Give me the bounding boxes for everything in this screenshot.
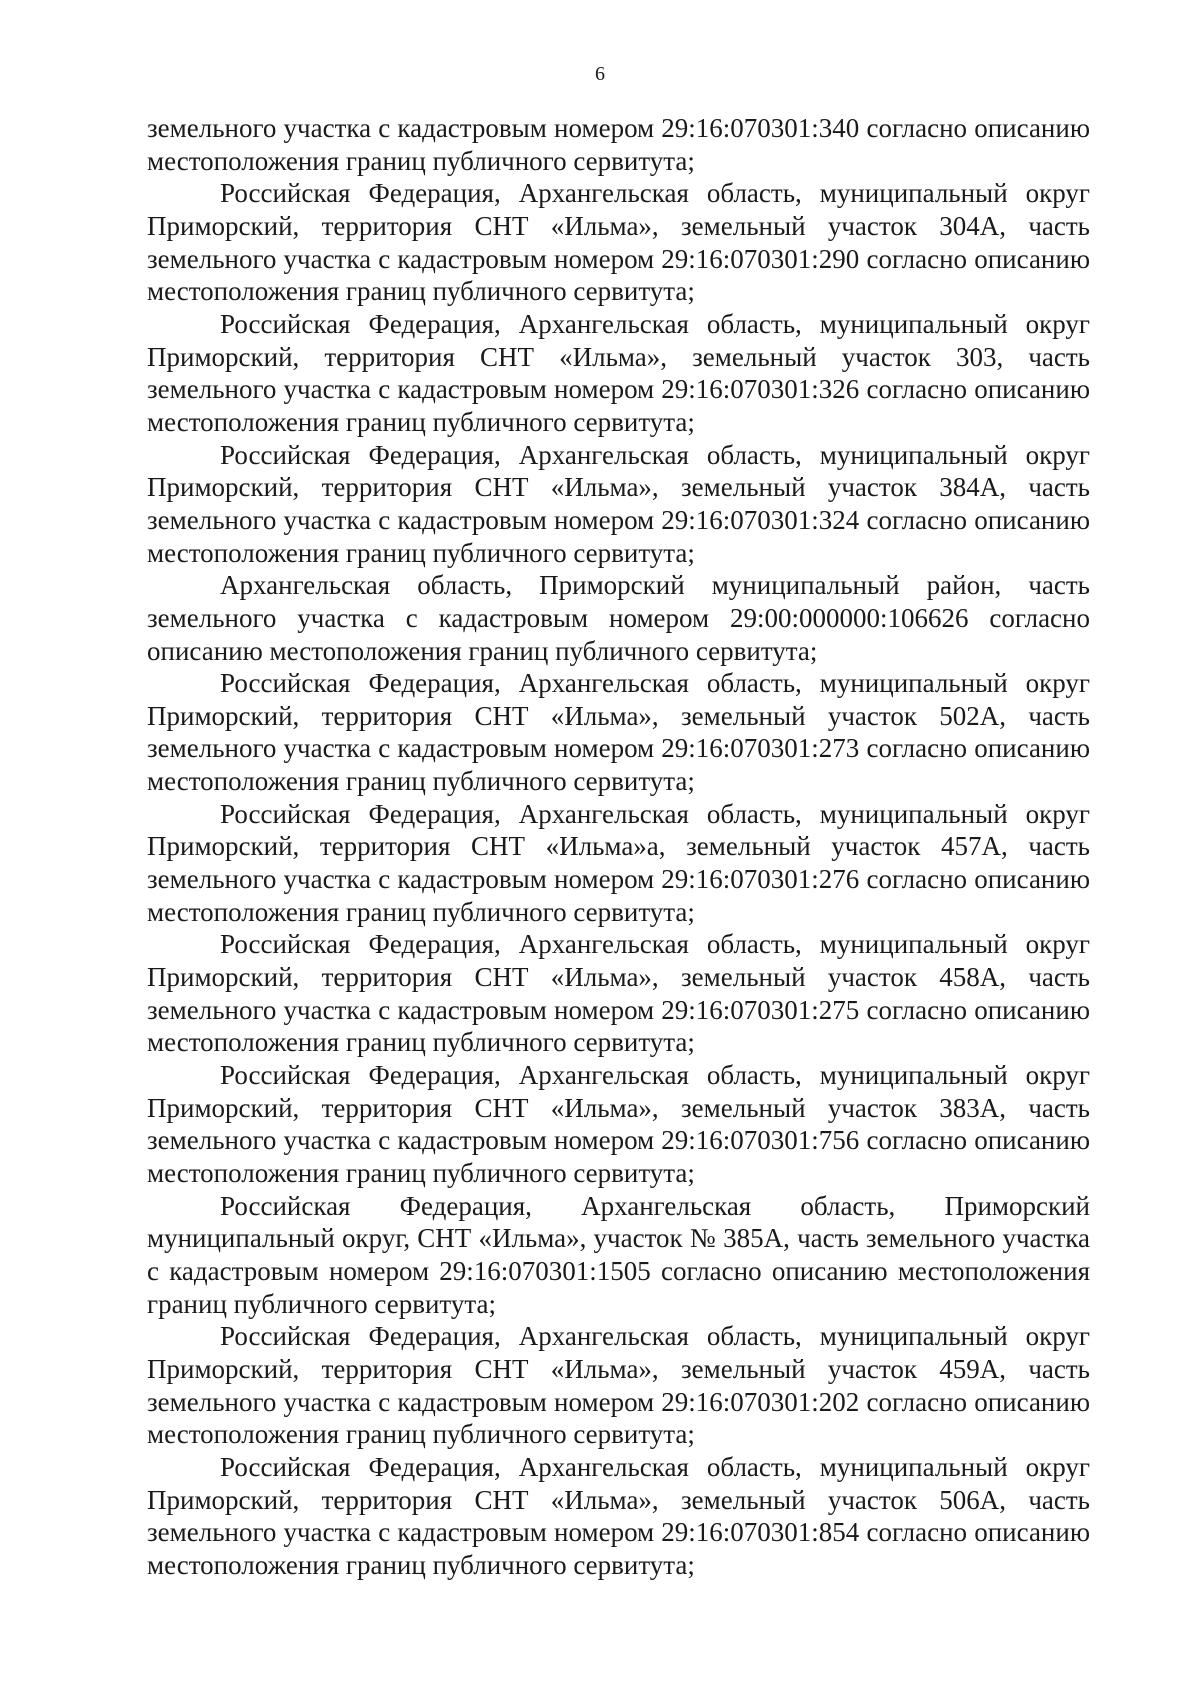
paragraph: Российская Федерация, Архангельская область, муниципальный округ Приморский, территория СНТ «Ильма», земельный участок 303, часть земельного участка с кадастровым номером 29:16:070301:326 согласно описанию местоположения границ публичного сервитута; [147,308,1090,437]
paragraph: Российская Федерация, Архангельская область, муниципальный округ Приморский, территория СНТ «Ильма»а, земельный участок 457А, часть земельного участка с кадастровым номером 29:16:070301:276 согласно описанию местоположения границ публичного сервитута; [147,798,1090,927]
paragraph: Российская Федерация, Архангельская область, муниципальный округ Приморский, территория СНТ «Ильма», земельный участок 506А, часть земельного участка с кадастровым номером 29:16:070301:854 согласно описанию местоположения границ публичного сервитута; [147,1451,1090,1580]
paragraph: Российская Федерация, Архангельская область, муниципальный округ Приморский, территория СНТ «Ильма», земельный участок 458А, часть земельного участка с кадастровым номером 29:16:070301:275 согласно описанию местоположения границ публичного сервитута; [147,929,1090,1058]
paragraph: Российская Федерация, Архангельская область, муниципальный округ Приморский, территория СНТ «Ильма», земельный участок 383А, часть земельного участка с кадастровым номером 29:16:070301:756 согласно описанию местоположения границ публичного сервитута; [147,1060,1090,1188]
paragraph: Российская Федерация, Архангельская область, муниципальный округ Приморский, территория СНТ «Ильма», земельный участок 384А, часть земельного участка с кадастровым номером 29:16:070301:324 согласно описанию местоположения границ публичного сервитута; [147,439,1090,568]
paragraph: Российская Федерация, Архангельская область, муниципальный округ Приморский, территория СНТ «Ильма», земельный участок 459А, часть земельного участка с кадастровым номером 29:16:070301:202 согласно описанию местоположения границ публичного сервитута; [147,1321,1090,1450]
paragraph: Архангельская область, Приморский муниципальный район, часть земельного участка с кадастровым номером 29:00:000000:106626 согласно описанию местоположения границ публичного сервитута; [147,570,1090,666]
document-body [147,112,1090,1582]
paragraph-continuation: земельного участка с кадастровым номером 29:16:070301:340 согласно описанию местоположения границ публичного сервитута; [147,113,1090,176]
paragraph: Российская Федерация, Архангельская область, Приморский муниципальный округ, СНТ «Ильма», участок № 385А, часть земельного участка с кадастровым номером 29:16:070301:1505 согласно описанию местоположения границ публичного сервитута; [147,1190,1090,1319]
page-number: 6 [595,63,605,85]
paragraph: Российская Федерация, Архангельская область, муниципальный округ Приморский, территория СНТ «Ильма», земельный участок 502А, часть земельного участка с кадастровым номером 29:16:070301:273 согласно описанию местоположения границ публичного сервитута; [147,668,1090,797]
paragraph: Российская Федерация, Архангельская область, муниципальный округ Приморский, территория СНТ «Ильма», земельный участок 304А, часть земельного участка с кадастровым номером 29:16:070301:290 согласно описанию местоположения границ публичного сервитута; [147,178,1090,307]
